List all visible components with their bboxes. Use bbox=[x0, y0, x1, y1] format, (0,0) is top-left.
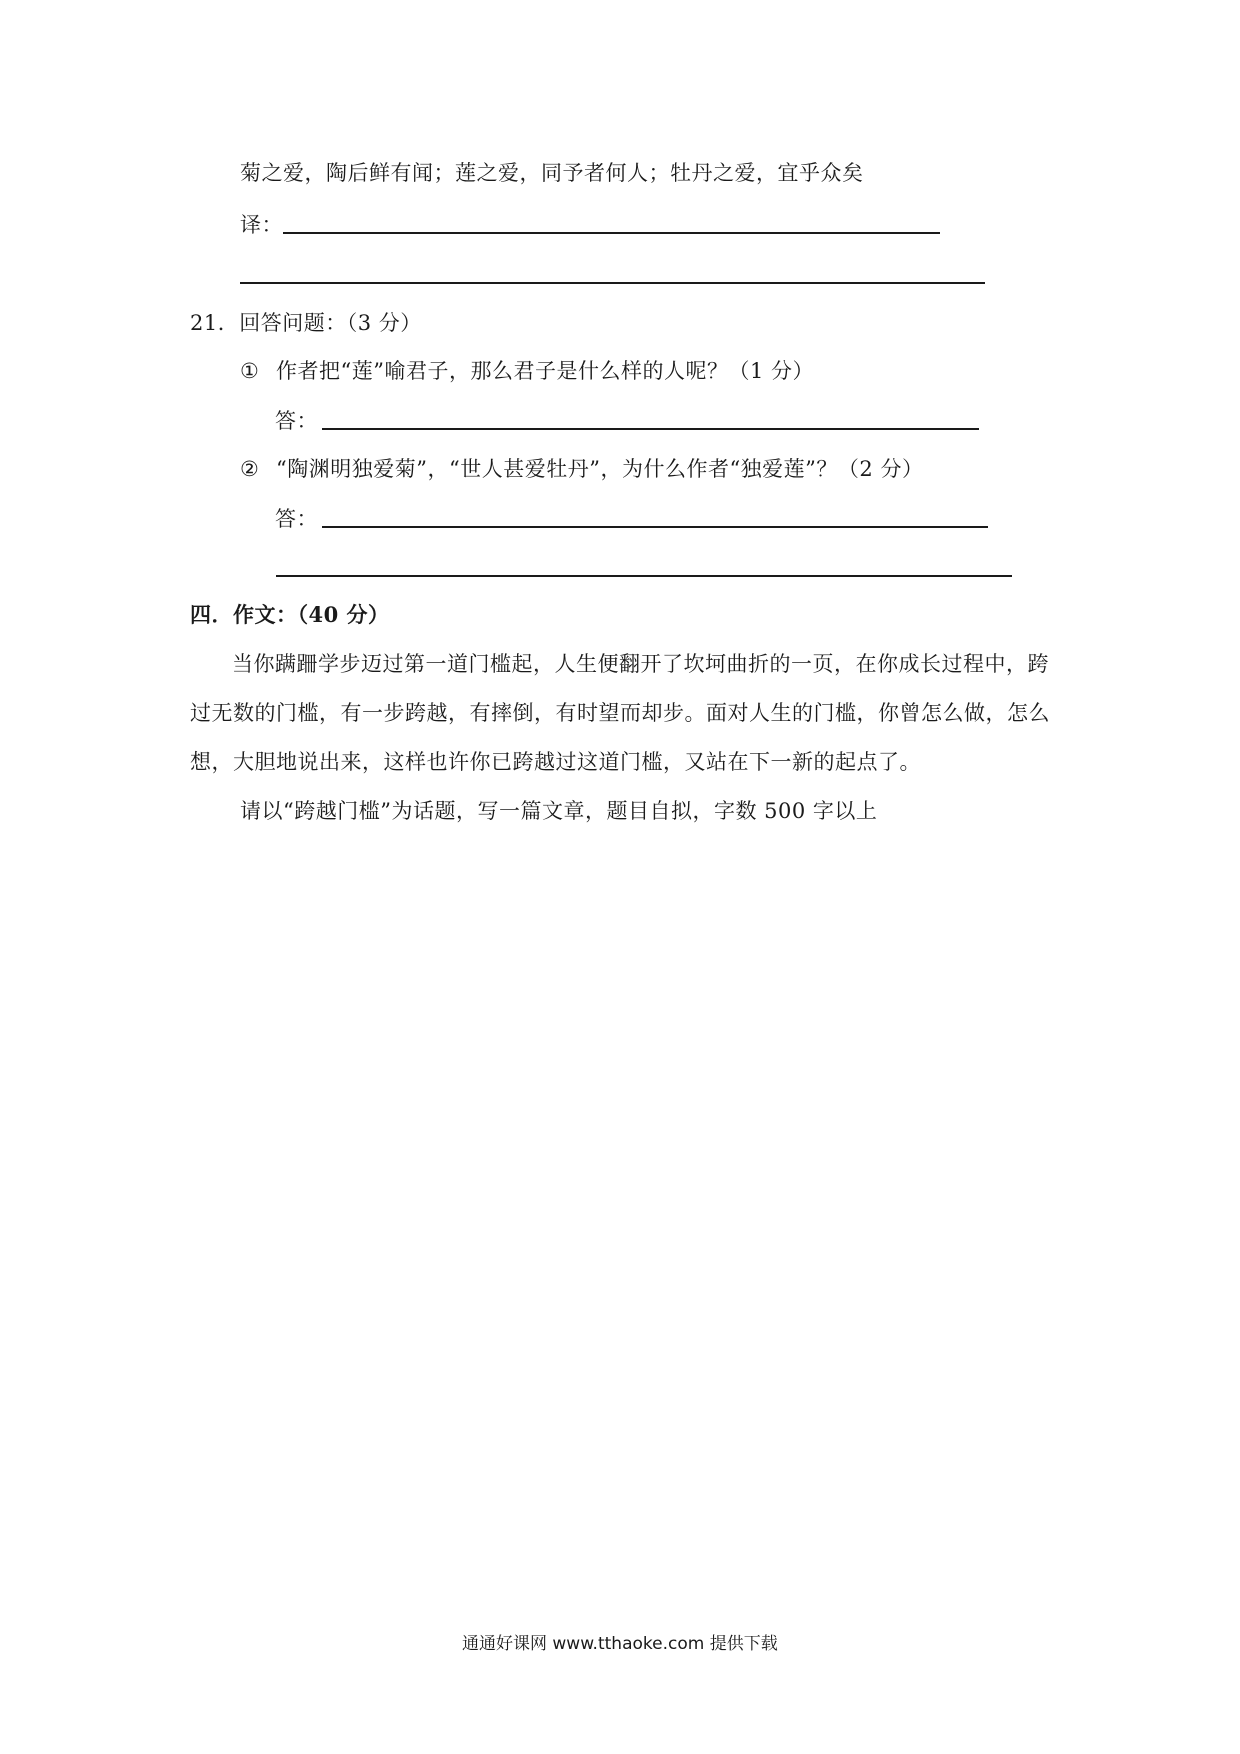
footer-source: 通通好课网 www.tthaoke.com 提供下载 bbox=[462, 1634, 778, 1654]
section-4-heading: 四．作文：（40 分） bbox=[190, 602, 390, 627]
question-21-sub2-answer-label: 答： bbox=[275, 507, 318, 531]
question-21-sub1-answer-line[interactable] bbox=[322, 428, 979, 430]
composition-paragraph-line-1: 当你蹒跚学步迈过第一道门槛起，人生便翻开了坎坷曲折的一页，在你成长过程中，跨 bbox=[232, 652, 1049, 676]
classical-chinese-line: 菊之爱，陶后鲜有闻；莲之爱，同予者何人；牡丹之爱，宜乎众矣 bbox=[240, 161, 864, 185]
question-21-sub1-answer-label: 答： bbox=[275, 409, 318, 433]
question-21-sub2-answer-line-2[interactable] bbox=[276, 575, 1012, 577]
question-21-sub2-answer-line-1[interactable] bbox=[322, 526, 988, 528]
composition-paragraph-line-2: 过无数的门槛，有一步跨越，有摔倒，有时望而却步。面对人生的门槛，你曾怎么做，怎么 bbox=[190, 701, 1050, 725]
translate-label: 译： bbox=[240, 213, 283, 237]
question-21-heading: 21．回答问题：（3 分） bbox=[190, 311, 422, 335]
question-21-sub1-text: 作者把“莲”喻君子，那么君子是什么样的人呢？（1 分） bbox=[276, 359, 815, 383]
translation-answer-line-1[interactable] bbox=[283, 232, 940, 234]
question-21-sub2-text: “陶渊明独爱菊”，“世人甚爱牡丹”，为什么作者“独爱莲”？（2 分） bbox=[276, 457, 924, 481]
composition-paragraph-line-3: 想，大胆地说出来，这样也许你已跨越过这道门槛，又站在下一新的起点了。 bbox=[190, 750, 921, 774]
question-21-sub2-marker: ② bbox=[240, 457, 260, 481]
translation-answer-line-2[interactable] bbox=[240, 282, 985, 284]
question-21-sub1-marker: ① bbox=[240, 359, 260, 383]
composition-prompt: 请以“跨越门槛”为话题，写一篇文章，题目自拟，字数 500 字以上 bbox=[240, 799, 878, 823]
